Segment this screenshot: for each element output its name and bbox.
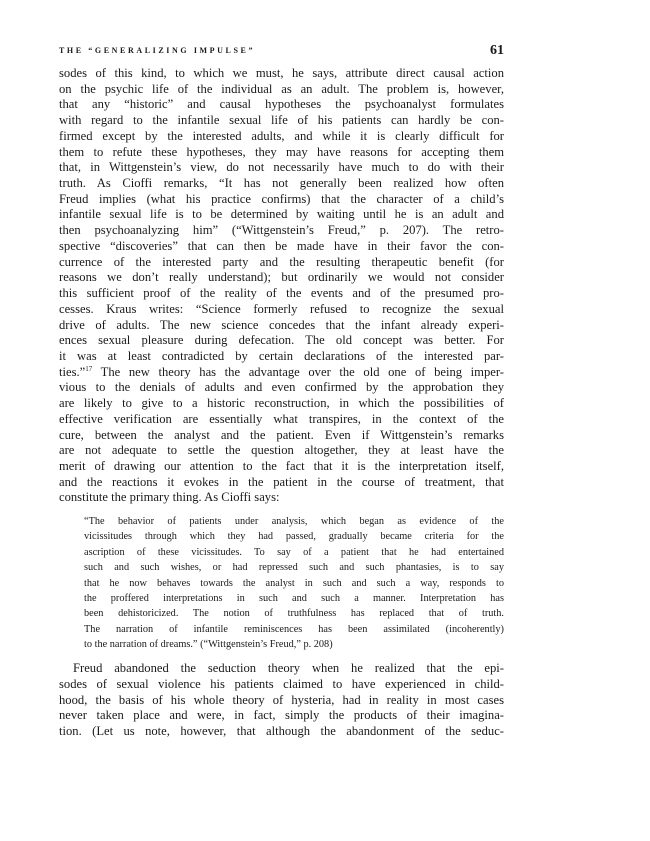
text-line: drive of adults. The new science concedes that the infant already experi- <box>59 317 504 332</box>
text-line: cure, between the analyst and the patient. Even if Wittgenstein’s remarks <box>59 427 504 442</box>
text-line: reasons we don’t really understand); but ordinarily we would not consider <box>59 270 504 285</box>
text-line: spective “discoveries” that can then be made have in their favor the con- <box>59 238 504 253</box>
text-line: constitute the primary thing. As Cioffi says: <box>59 490 280 505</box>
text-line: that any “historic” and causal hypotheses the psychoanalyst formulates <box>59 97 504 112</box>
text-line: on the psychic life of the individual as an adult. The problem is, however, <box>59 81 504 96</box>
quote-line: that he now behaves towards the analyst in such and such a way, responds to <box>84 577 504 589</box>
running-title: THE “GENERALIZING IMPULSE” <box>59 46 256 55</box>
text-line: Freud abandoned the seduction theory when he realized that the epi- <box>73 661 504 676</box>
text-line: then psychoanalyzing him” (“Wittgenstein’s Freud,” p. 207). The retro- <box>59 223 504 238</box>
text-line: effective verification are essentially what transpires, in the context of the <box>59 411 504 426</box>
quote-line: such and such wishes, or had repressed such and such phantasies, is to say <box>84 562 504 574</box>
text-line: truth. As Cioffi remarks, “It has not generally been realized how often <box>59 176 504 191</box>
quote-line: ascription of these vicissitudes. To say of a patient that he had entertained <box>84 546 504 558</box>
text-line: currence of the interested party and the resulting therapeutic benefit (for <box>59 254 504 269</box>
paragraph-2 <box>59 661 504 740</box>
quote-line: vicissitudes through which they had passed, gradually became criteria for the <box>84 531 504 543</box>
text-line: cesses. Kraus writes: “Science formerly refused to recognize the sexual <box>59 301 504 316</box>
text-line: tion. (Let us note, however, that although the abandonment of the seduc- <box>59 724 504 739</box>
block-quote <box>84 514 504 652</box>
running-head <box>59 44 504 60</box>
text-line: firmed except by the interested adults, and while it is clearly difficult for <box>59 128 504 143</box>
book-page <box>59 44 504 740</box>
text-line: sodes of this kind, to which we must, he says, attribute direct causal action <box>59 66 504 80</box>
footnote-marker: 17 <box>85 364 93 373</box>
text-line: infantile sexual life is to be determined by waiting until he is an adult and <box>59 207 504 222</box>
quote-line: “The behavior of patients under analysis, which began as evidence of the <box>84 516 504 528</box>
text-line: and the reactions it evokes in the patient in the course of treatment, that <box>59 474 504 489</box>
text-line: are likely to give to a historic reconstruction, in which the possibilities of <box>59 396 504 411</box>
text-line: this sufficient proof of the reality of the events and of the presumed pro- <box>59 286 504 301</box>
text-line: it was at least contradicted by certain declarations of the interested par- <box>59 348 504 363</box>
quote-line: to the narration of dreams.” (“Wittgenstein’s Freud,” p. 208) <box>84 638 333 650</box>
text-line: ences sexual pleasure during defecation. The old concept was better. For <box>59 333 504 348</box>
text-segment: ties.” <box>59 364 86 379</box>
text-line: vious to the denials of adults and even confirmed by the approbation they <box>59 380 504 395</box>
page-number: 61 <box>490 43 504 58</box>
quote-line: The narration of infantile reminiscences has been assimilated (incoherently) <box>84 623 504 635</box>
text-line: are not adequate to settle the question altogether, they at least have the <box>59 443 504 458</box>
text-line: with regard to the infantile sexual life of his patients can hardly be con- <box>59 113 504 128</box>
quote-line: been dehistoricized. The notion of truthfulness has replaced that of truth. <box>84 608 504 620</box>
text-line-with-footnote <box>59 365 504 381</box>
paragraph-1 <box>59 66 504 506</box>
text-line: merit of drawing our attention to the fact that it is the interpretation itself, <box>59 458 504 473</box>
text-line: hood, the basis of his whole theory of hysteria, had in reality in most cases <box>59 692 504 707</box>
text-segment: The new theory has the advantage over the old one of being imper- <box>92 364 504 379</box>
text-line: that, in Wittgenstein’s view, do not necessarily have much to do with their <box>59 160 504 175</box>
text-line: them to refute these hypotheses, they may have reasons for accepting them <box>59 144 504 159</box>
quote-line: the proffered interpretations in such and such a manner. Interpretation has <box>84 592 504 604</box>
text-line: Freud implies (what his practice confirms) that the character of a child’s <box>59 191 504 206</box>
text-line: never taken place and were, in fact, simply the products of their imagina- <box>59 708 504 723</box>
text-line: sodes of sexual violence his patients claimed to have experienced in child- <box>59 676 504 691</box>
